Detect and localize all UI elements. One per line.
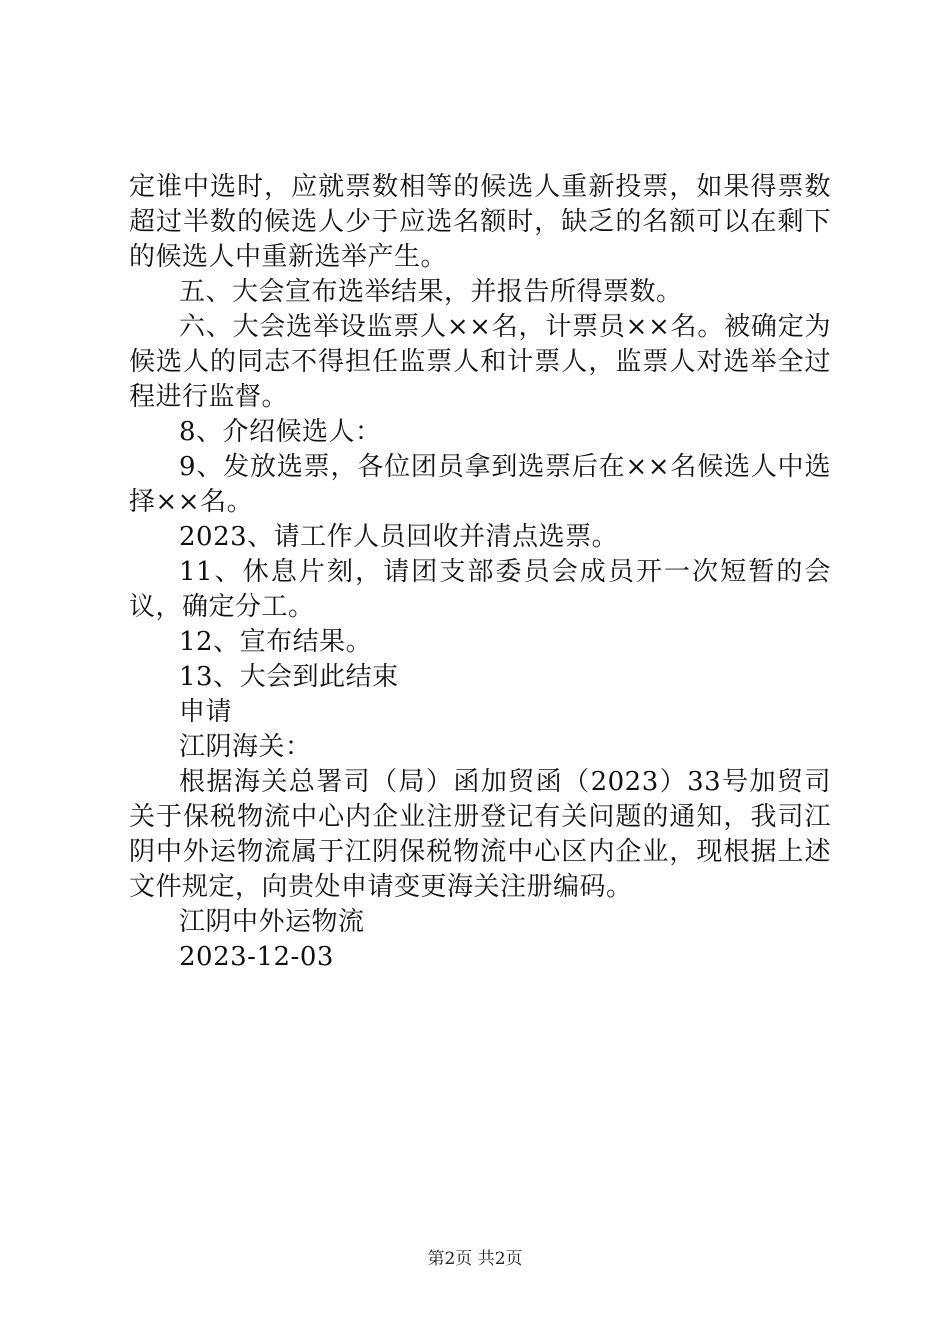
page-footer: 第2页 共2页 (427, 1249, 523, 1269)
document-body (129, 170, 831, 975)
paragraph: 11、休息片刻，请团支部委员会成员开一次短暂的会议，确定分工。 (129, 557, 831, 622)
paragraph: 定谁中选时，应就票数相等的候选人重新投票，如果得票数超过半数的候选人少于应选名额时，缺乏的名额可以在剩下的候选人中重新选举产生。 (129, 172, 831, 272)
paragraph: 8、介绍候选人： (179, 417, 382, 447)
paragraph: 五、大会宣布选举结果，并报告所得票数。 (179, 277, 683, 307)
signature-company: 江阴中外运物流 (179, 907, 365, 937)
paragraph: 13、大会到此结束 (179, 662, 399, 692)
paragraph: 12、宣布结果。 (179, 627, 373, 657)
signature-date: 2023-12-03 (179, 942, 334, 972)
paragraph: 六、大会选举设监票人××名，计票员××名。被确定为候选人的同志不得担任监票人和计票人，监票人对选举全过程进行监督。 (129, 312, 831, 412)
paragraph: 根据海关总署司（局）函加贸函（2023）33号加贸司关于保税物流中心内企业注册登记有关问题的通知，我司江阴中外运物流属于江阴保税物流中心区内企业，现根据上述文件规定，向贵处申请变更海关注册编码。 (129, 767, 831, 902)
paragraph: 2023、请工作人员回收并清点选票。 (179, 522, 619, 552)
paragraph: 9、发放选票，各位团员拿到选票后在××名候选人中选择××名。 (129, 452, 831, 517)
addressee: 江阴海关： (179, 732, 312, 762)
application-title: 申请 (179, 697, 233, 727)
